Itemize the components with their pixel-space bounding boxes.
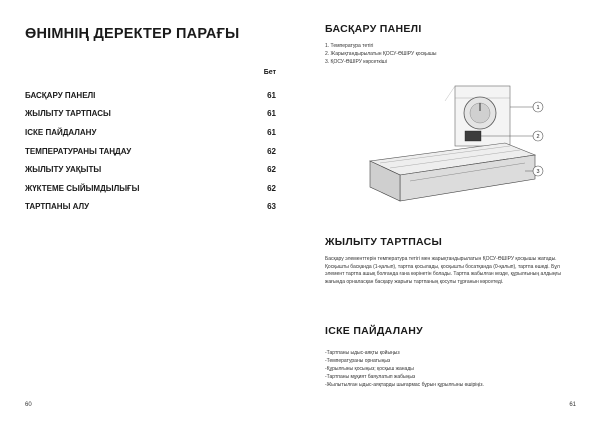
callout-3-label: 3 <box>536 169 540 175</box>
document-title: ӨНІМНІҢ ДЕРЕКТЕР ПАРАҒЫ <box>25 26 240 42</box>
toc-label: ТАРТПАНЫ АЛУ <box>25 202 90 212</box>
control-panel-illustration <box>445 86 510 146</box>
control-panel-list <box>325 42 436 66</box>
toc-page: 61 <box>267 127 276 137</box>
toc-page: 63 <box>267 202 276 212</box>
power-switch-icon <box>465 131 481 141</box>
toc-page: 62 <box>267 165 276 175</box>
usage-list <box>325 349 484 389</box>
warming-drawer-title: ЖЫЛЫТУ ТАРТПАСЫ <box>325 236 443 248</box>
toc-page: 61 <box>267 109 276 119</box>
toc-item[interactable] <box>25 160 276 179</box>
warming-drawer-text: Басқару элементтерін температура тетігі мен жарықтандырылатын ҚОСУ-ӨШІРУ қосқышы жатады. Қосқышты басқанда (1-қалып), тартпа қосылады, қосқышты босатқанда (0-қалып), тартпа өшеді. Бұл элемент тартпа ашық болғанда ғана көрінетін болады. Тартпа жабылған кезде, құрылғының алдыңғы жағында орналасқан басқару жарығы тартпаның қосулы тұрғанын көрсетеді. <box>325 256 561 285</box>
toc-label: ЖЫЛЫТУ УАҚЫТЫ <box>25 165 102 175</box>
toc-item[interactable] <box>25 86 276 105</box>
usage-title: ІСКЕ ПАЙДАЛАНУ <box>325 325 423 337</box>
toc-label: ЖҮКТЕМЕ СЫЙЫМДЫЛЫҒЫ <box>25 183 140 193</box>
callout-1-label: 1 <box>536 105 540 111</box>
toc-page-header: Бет <box>263 69 276 76</box>
toc-item[interactable] <box>25 142 276 161</box>
toc-item[interactable] <box>25 179 276 198</box>
list-item: 2. Жарықтандырылатын ҚОСУ-ӨШІРУ қосқышы <box>325 51 437 57</box>
list-item: -Тартпаны мұқият баяулатып жабыңыз <box>325 374 416 380</box>
page-number-left: 60 <box>25 402 32 408</box>
toc-item[interactable] <box>25 105 276 124</box>
callout-2-label: 2 <box>536 134 540 140</box>
list-item: -Жылытылған ыдыс-аяқтарды шығармас бұрын құрылғыны өшіріңіз. <box>325 382 484 388</box>
toc-label: БАСҚАРУ ПАНЕЛІ <box>25 90 96 100</box>
toc-label: ТЕМПЕРАТУРАНЫ ТАҢДАУ <box>25 146 132 156</box>
toc-label: ЖЫЛЫТУ ТАРТПАСЫ <box>25 109 111 119</box>
list-item: -Температураны орнатыңыз <box>325 358 391 364</box>
toc-item[interactable] <box>25 123 276 142</box>
toc-page: 61 <box>267 90 276 100</box>
toc-item[interactable] <box>25 198 276 217</box>
page-number-right: 61 <box>569 402 576 408</box>
toc-page: 62 <box>267 146 276 156</box>
list-item: -Құрылғыны қосыңыз; қосқыш жанады <box>325 366 414 372</box>
warming-drawer-diagram <box>360 83 550 213</box>
list-item: 1. Температура тетігі <box>325 43 374 49</box>
list-item: 3. ҚОСУ-ӨШІРУ көрсеткіші <box>325 59 387 65</box>
right-page <box>300 0 600 423</box>
table-of-contents <box>25 86 276 216</box>
toc-label: ІСКЕ ПАЙДАЛАНУ <box>25 127 97 137</box>
drawer-illustration <box>370 143 535 201</box>
list-item: -Тартпаны ыдыс-аяқты қойыңыз <box>325 350 400 356</box>
toc-page: 62 <box>267 183 276 193</box>
control-panel-title: БАСҚАРУ ПАНЕЛІ <box>325 23 422 35</box>
